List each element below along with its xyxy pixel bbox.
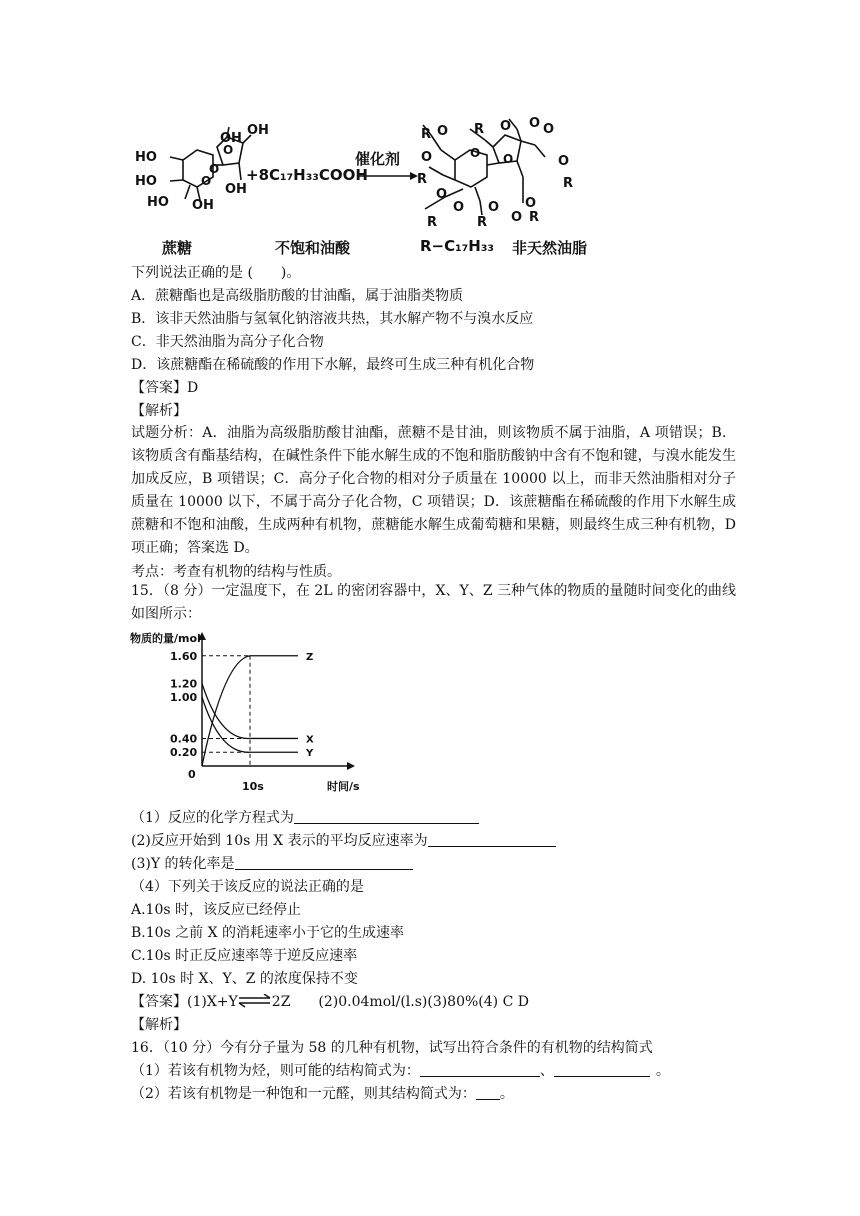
moles-time-chart bbox=[128, 628, 368, 798]
q14-option-c: C．非天然油脂为高分子化合物 bbox=[131, 334, 324, 350]
q14-option-d: D．该蔗糖酯在稀硫酸的作用下水解，最终可生成三种有机化合物 bbox=[131, 357, 535, 373]
q14-point: 考点：考查有机物的结构与性质。 bbox=[131, 564, 341, 580]
svg-text:O: O bbox=[223, 143, 234, 157]
svg-text:O: O bbox=[500, 119, 512, 134]
svg-text:R: R bbox=[427, 215, 438, 230]
reagent-label: +8C₁₇H₃₃COOH bbox=[246, 166, 368, 184]
x-axis-arrow bbox=[347, 762, 355, 770]
q15-sub4: （4）下列关于该反应的说法正确的是 bbox=[131, 879, 364, 895]
svg-text:O: O bbox=[543, 122, 555, 137]
q15-option-d: D. 10s 时 X、Y、Z 的浓度保持不变 bbox=[131, 971, 358, 987]
svg-text:R: R bbox=[529, 210, 540, 225]
q15-sub1: （1）反应的化学方程式为 bbox=[131, 808, 479, 828]
series-label-x: X bbox=[306, 734, 314, 746]
q16-blank-3[interactable] bbox=[476, 1085, 500, 1100]
catalyst-label: 催化剂 bbox=[355, 150, 401, 168]
svg-text:HO: HO bbox=[147, 195, 169, 210]
series-label-y: Y bbox=[306, 748, 314, 760]
svg-text:O: O bbox=[558, 154, 570, 169]
svg-text:O: O bbox=[511, 210, 523, 225]
q14-stem: 下列说法正确的是 ( )。 bbox=[131, 265, 301, 281]
svg-text:O: O bbox=[437, 124, 449, 139]
svg-text:R: R bbox=[563, 176, 574, 191]
q14-option-b: B．该非天然油脂与氢氧化钠溶液共热，其水解产物不与溴水反应 bbox=[131, 311, 534, 327]
svg-text:O: O bbox=[488, 200, 500, 215]
y-tick-label: 0.40 bbox=[170, 732, 198, 746]
q15-blank-3[interactable] bbox=[235, 855, 413, 870]
svg-text:O: O bbox=[470, 146, 481, 160]
series-label-z: Z bbox=[306, 651, 314, 663]
svg-text:O: O bbox=[436, 187, 448, 202]
svg-text:OH: OH bbox=[247, 123, 269, 138]
x-axis-label: 时间/s bbox=[327, 780, 360, 793]
q16-stem: 16．（10 分）今有分子量为 58 的几种有机物，试写出符合条件的有机物的结构简式 bbox=[131, 1040, 653, 1056]
q14-option-a: A．蔗糖酯也是高级脂肪酸的甘油酯，属于油脂类物质 bbox=[131, 288, 464, 304]
q15-answer: 【答案】(1)X+Y 2Z (2)0.04mol/(l.s)(3)80%(4) C D bbox=[131, 994, 529, 1010]
q15-option-a: A.10s 时，该反应已经停止 bbox=[131, 902, 302, 918]
y-tick-label: 0 bbox=[188, 768, 196, 781]
y-tick-label: 1.60 bbox=[170, 649, 198, 663]
fat-label: 非天然油脂 bbox=[512, 239, 588, 257]
svg-text:O: O bbox=[525, 196, 537, 211]
svg-text:O: O bbox=[201, 174, 212, 188]
svg-text:O: O bbox=[453, 200, 465, 215]
q16-sub1: （1）若该有机物为烃，则可能的结构简式为： 、 。 bbox=[131, 1063, 670, 1079]
q15-option-c: C.10s 时正反应速率等于逆反应速率 bbox=[131, 948, 358, 964]
q15-sub2: (2)反应开始到 10s 用 X 表示的平均反应速率为 bbox=[131, 831, 556, 851]
sucrose-label: 蔗糖 bbox=[162, 239, 193, 257]
svg-text:OH: OH bbox=[225, 182, 247, 197]
svg-text:R: R bbox=[477, 215, 488, 230]
svg-text:OH: OH bbox=[192, 198, 214, 213]
q15-option-b: B.10s 之前 X 的消耗速率小于它的生成速率 bbox=[131, 925, 405, 941]
q15-sub3: (3)Y 的转化率是 bbox=[131, 854, 413, 874]
q15-blank-1[interactable] bbox=[294, 809, 479, 824]
q16-blank-2[interactable] bbox=[554, 1062, 650, 1077]
equilibrium-arrow-icon bbox=[238, 994, 272, 1008]
q14-analysis: 试题分析：A．油脂为高级脂肪酸甘油酯，蔗糖不是甘油，则该物质不属于油脂，A 项错误；B．该物质含有酯基结构，在碱性条件下能水解生成的不饱和脂肪酸钠中含有不饱和键，与溴水能发生加成反应，B 项错误；C．高分子化合物的相对分子质量在 10000 以上，而非天然油脂相对分子质量在 10000 以下，不属于高分子化合物，C 项错误；D．该蔗糖酯在稀硫酸的作用下水解生成蔗糖和不饱和油酸，生成两种有机物，蔗糖能水解生成葡萄糖和果糖，则最终生成三种有机物，D 项正确；答案选 D。 bbox=[131, 425, 736, 556]
svg-text:R: R bbox=[417, 172, 428, 187]
q15-stem: 15．（8 分）一定温度下，在 2L 的密闭容器中，X、Y、Z 三种气体的物质的量随时间变化的曲线如图所示： bbox=[131, 583, 736, 622]
q15-blank-2[interactable] bbox=[428, 832, 556, 847]
q16-blank-1[interactable] bbox=[420, 1062, 540, 1077]
svg-text:HO: HO bbox=[135, 150, 157, 165]
y-tick-label: 1.20 bbox=[170, 677, 198, 691]
svg-text:OH: OH bbox=[220, 131, 242, 146]
y-tick-label: 1.00 bbox=[170, 691, 198, 705]
svg-text:R: R bbox=[421, 127, 432, 142]
r-group-label: R−C₁₇H₃₃ bbox=[420, 237, 494, 255]
q16-sub2: （2）若该有机物是一种饱和一元醛，则其结构简式为： 。 bbox=[131, 1086, 514, 1102]
acid-label: 不饱和油酸 bbox=[275, 239, 351, 257]
svg-text:O: O bbox=[529, 116, 541, 131]
svg-text:R: R bbox=[474, 122, 485, 137]
q15-analysis-title: 【解析】 bbox=[131, 1017, 187, 1033]
y-axis-label: 物质的量/mol bbox=[130, 632, 201, 645]
y-tick-label: 0.20 bbox=[170, 746, 198, 760]
svg-text:O: O bbox=[209, 162, 220, 176]
svg-text:O: O bbox=[421, 150, 433, 165]
svg-text:O: O bbox=[503, 152, 514, 166]
svg-text:HO: HO bbox=[135, 174, 157, 189]
x-tick-label: 10s bbox=[242, 780, 264, 793]
q14-answer: 【答案】D bbox=[131, 380, 199, 396]
q14-analysis-title: 【解析】 bbox=[131, 403, 187, 419]
